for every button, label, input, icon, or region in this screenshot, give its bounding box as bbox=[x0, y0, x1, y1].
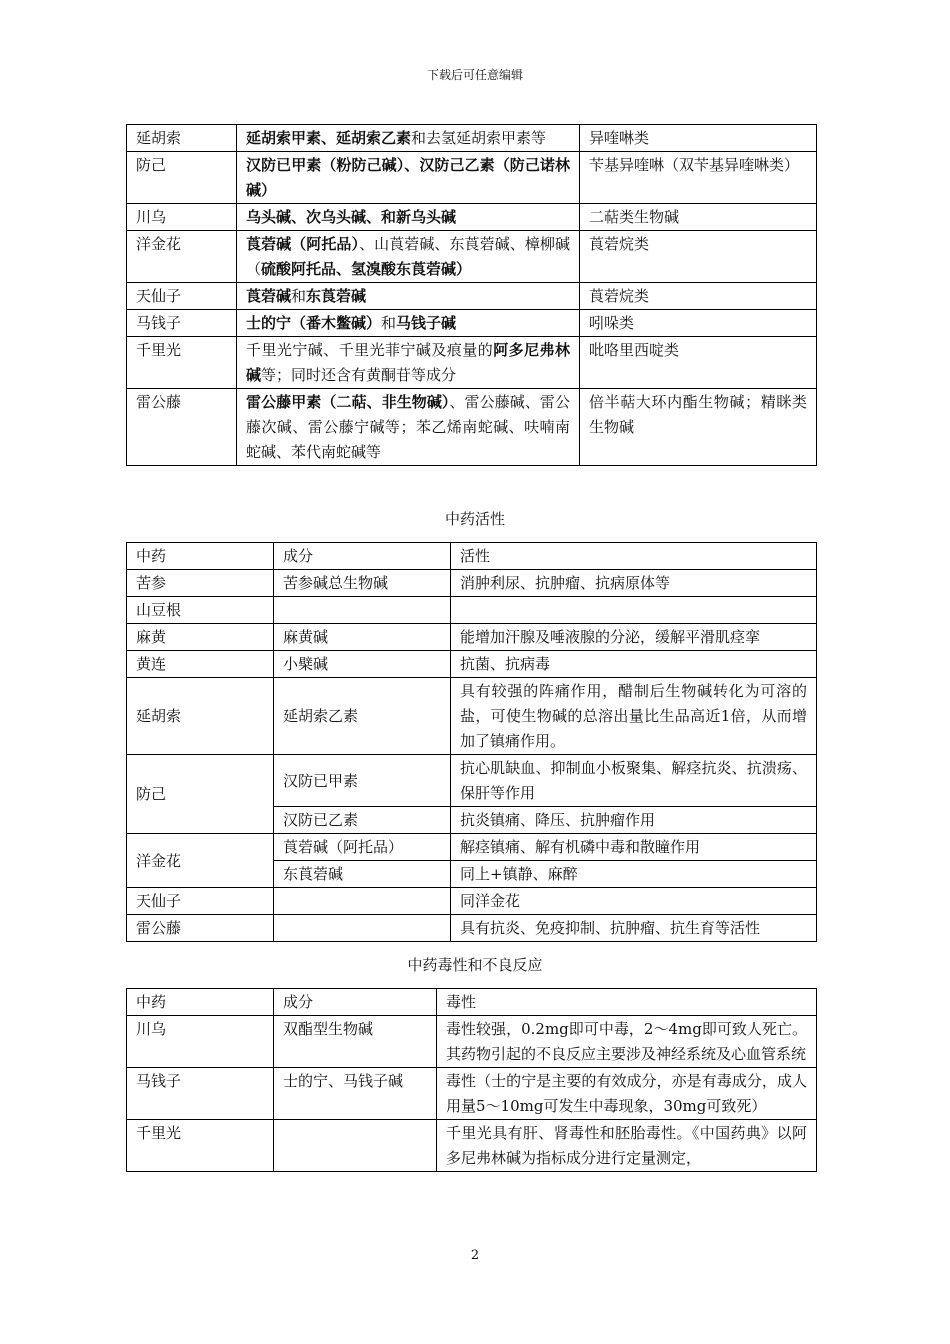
toxicity-cell: 千里光具有肝、肾毒性和胚胎毒性。《中国药典》以阿多尼弗林碱为指标成分进行定量测定， bbox=[437, 1120, 817, 1172]
alkaloid-type-cell: 苄基异喹啉（双苄基异喹啉类） bbox=[580, 152, 817, 204]
table-row bbox=[127, 204, 817, 231]
herb-cell: 雷公藤 bbox=[127, 389, 237, 466]
table-header-row bbox=[127, 543, 817, 570]
table-row bbox=[127, 915, 817, 942]
herb-cell: 防己 bbox=[127, 755, 274, 834]
herb-cell: 马钱子 bbox=[127, 1068, 274, 1120]
table-row bbox=[127, 570, 817, 597]
component-cell: 东莨菪碱 bbox=[274, 861, 451, 888]
table-row bbox=[127, 310, 817, 337]
page-header: 下载后可任意编辑 bbox=[426, 68, 523, 82]
toxicity-cell: 毒性较强，0.2mg即可中毒，2～4mg即可致人死亡。其药物引起的不良反应主要涉及神经系统及心血管系统 bbox=[437, 1016, 817, 1068]
herb-cell: 洋金花 bbox=[127, 834, 274, 888]
table-row bbox=[127, 125, 817, 152]
alkaloid-type-cell: 倍半萜大环内酯生物碱；精眯类生物碱 bbox=[580, 389, 817, 466]
component-cell: 小檗碱 bbox=[274, 651, 451, 678]
component-cell: 汉防已甲素 bbox=[274, 755, 451, 807]
component-cell: 士的宁、马钱子碱 bbox=[274, 1068, 437, 1120]
column-header: 活性 bbox=[451, 543, 817, 570]
component-cell bbox=[274, 915, 451, 942]
alkaloid-type-cell: 二萜类生物碱 bbox=[580, 204, 817, 231]
component-cell: 苦参碱总生物碱 bbox=[274, 570, 451, 597]
alkaloid-type-table bbox=[126, 124, 817, 466]
activity-cell: 具有抗炎、免疫抑制、抗肿瘤、抗生育等活性 bbox=[451, 915, 817, 942]
component-cell: 双酯型生物碱 bbox=[274, 1016, 437, 1068]
herb-cell: 川乌 bbox=[127, 204, 237, 231]
table-row bbox=[127, 1016, 817, 1068]
page-number: 2 bbox=[470, 1248, 480, 1263]
component-cell: 莨菪碱（阿托品） bbox=[274, 834, 451, 861]
column-header: 成分 bbox=[274, 989, 437, 1016]
constituent-cell: 莨菪碱和东莨菪碱 bbox=[237, 283, 580, 310]
activity-cell: 同上+镇静、麻醉 bbox=[451, 861, 817, 888]
table-row bbox=[127, 283, 817, 310]
herb-cell: 苦参 bbox=[127, 570, 274, 597]
column-header: 毒性 bbox=[437, 989, 817, 1016]
table-row bbox=[127, 834, 817, 861]
herb-cell: 麻黄 bbox=[127, 624, 274, 651]
column-header: 中药 bbox=[127, 989, 274, 1016]
herb-cell: 延胡索 bbox=[127, 678, 274, 755]
activity-cell: 具有较强的阵痛作用，醋制后生物碱转化为可溶的盐，可使生物碱的总溶出量比生品高近1倍，从而增加了镇痛作用。 bbox=[451, 678, 817, 755]
constituent-cell: 莨菪碱（阿托品）、山莨菪碱、东莨菪碱、樟柳碱（硫酸阿托品、氢溴酸东莨菪碱） bbox=[237, 231, 580, 283]
herb-cell: 千里光 bbox=[127, 337, 237, 389]
toxicity-table-title: 中药毒性和不良反应 bbox=[407, 956, 543, 974]
herb-cell: 天仙子 bbox=[127, 888, 274, 915]
herb-cell: 延胡索 bbox=[127, 125, 237, 152]
activity-cell bbox=[451, 597, 817, 624]
constituent-cell: 雷公藤甲素（二萜、非生物碱）、雷公藤碱、雷公藤次碱、雷公藤宁碱等；苯乙烯南蛇碱、呋喃南蛇碱、苯代南蛇碱等 bbox=[237, 389, 580, 466]
activity-cell: 消肿利尿、抗肿瘤、抗病原体等 bbox=[451, 570, 817, 597]
column-header: 中药 bbox=[127, 543, 274, 570]
herb-cell: 川乌 bbox=[127, 1016, 274, 1068]
table-row bbox=[127, 389, 817, 466]
herb-cell: 防己 bbox=[127, 152, 237, 204]
constituent-cell: 千里光宁碱、千里光菲宁碱及痕量的阿多尼弗林碱等；同时还含有黄酮苷等成分 bbox=[237, 337, 580, 389]
herb-cell: 雷公藤 bbox=[127, 915, 274, 942]
alkaloid-type-cell: 异喹啉类 bbox=[580, 125, 817, 152]
alkaloid-type-cell: 吲哚类 bbox=[580, 310, 817, 337]
component-cell: 麻黄碱 bbox=[274, 624, 451, 651]
toxicity-table bbox=[126, 988, 817, 1172]
table-row bbox=[127, 597, 817, 624]
component-cell bbox=[274, 1120, 437, 1172]
component-cell bbox=[274, 888, 451, 915]
herb-cell: 黄连 bbox=[127, 651, 274, 678]
table-row bbox=[127, 1068, 817, 1120]
herb-cell: 山豆根 bbox=[127, 597, 274, 624]
toxicity-cell: 毒性（士的宁是主要的有效成分，亦是有毒成分，成人用量5～10mg可发生中毒现象，30mg可致死） bbox=[437, 1068, 817, 1120]
constituent-cell: 士的宁（番木鳖碱）和马钱子碱 bbox=[237, 310, 580, 337]
table-row bbox=[127, 678, 817, 755]
activity-cell: 能增加汗腺及唾液腺的分泌，缓解平滑肌痉挛 bbox=[451, 624, 817, 651]
table-row bbox=[127, 231, 817, 283]
table-row bbox=[127, 624, 817, 651]
alkaloid-type-cell: 莨菪烷类 bbox=[580, 231, 817, 283]
table-row bbox=[127, 337, 817, 389]
table-row bbox=[127, 152, 817, 204]
component-cell: 汉防已乙素 bbox=[274, 807, 451, 834]
constituent-cell: 汉防已甲素（粉防己碱）、汉防己乙素（防己诺林碱） bbox=[237, 152, 580, 204]
alkaloid-type-cell: 吡咯里西啶类 bbox=[580, 337, 817, 389]
component-cell: 延胡索乙素 bbox=[274, 678, 451, 755]
constituent-cell: 延胡索甲素、延胡索乙素和去氢延胡索甲素等 bbox=[237, 125, 580, 152]
activity-cell: 抗炎镇痛、降压、抗肿瘤作用 bbox=[451, 807, 817, 834]
table-row bbox=[127, 651, 817, 678]
herb-cell: 天仙子 bbox=[127, 283, 237, 310]
component-cell bbox=[274, 597, 451, 624]
herb-cell: 马钱子 bbox=[127, 310, 237, 337]
constituent-cell: 乌头碱、次乌头碱、和新乌头碱 bbox=[237, 204, 580, 231]
activity-cell: 抗心肌缺血、抑制血小板聚集、解痉抗炎、抗溃疡、保肝等作用 bbox=[451, 755, 817, 807]
table-row bbox=[127, 888, 817, 915]
activity-cell: 同洋金花 bbox=[451, 888, 817, 915]
activity-cell: 抗菌、抗病毒 bbox=[451, 651, 817, 678]
table-row bbox=[127, 755, 817, 807]
alkaloid-type-cell: 莨菪烷类 bbox=[580, 283, 817, 310]
activity-table-title: 中药活性 bbox=[444, 510, 505, 528]
herb-cell: 千里光 bbox=[127, 1120, 274, 1172]
activity-cell: 解痉镇痛、解有机磷中毒和散瞳作用 bbox=[451, 834, 817, 861]
table-row bbox=[127, 1120, 817, 1172]
table-header-row bbox=[127, 989, 817, 1016]
herb-cell: 洋金花 bbox=[127, 231, 237, 283]
column-header: 成分 bbox=[274, 543, 451, 570]
activity-table bbox=[126, 542, 817, 942]
